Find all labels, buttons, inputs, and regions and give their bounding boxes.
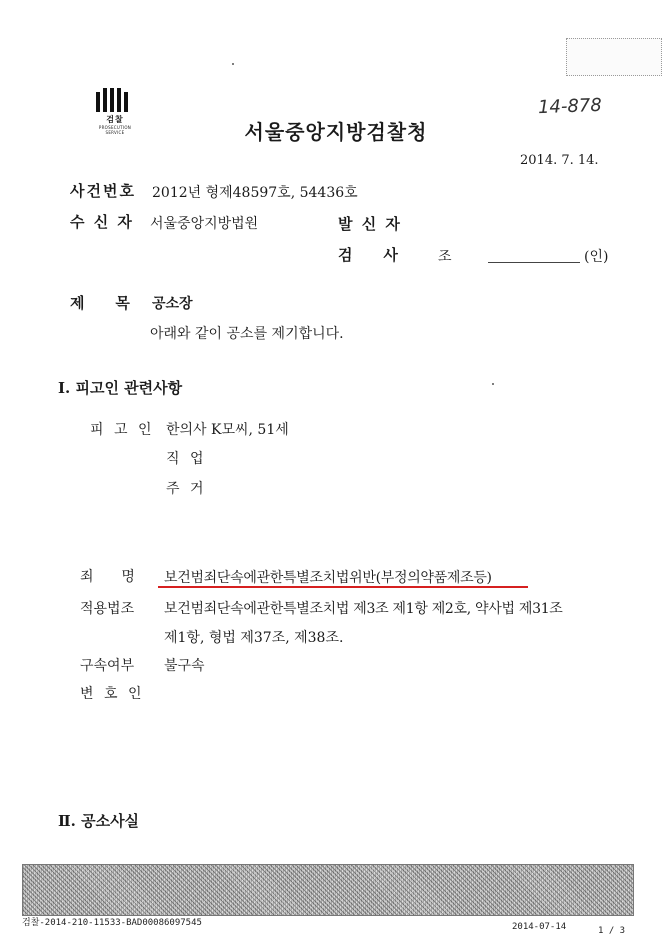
subject-label: 제 목 (70, 294, 132, 312)
detention-label: 구속여부 (80, 658, 135, 674)
subject-intro: 아래와 같이 공소를 제기합니다. (150, 326, 344, 342)
crime-label: 죄 명 (80, 569, 137, 585)
section-2-heading: Ⅱ. 공소사실 (58, 812, 140, 830)
logo-bars-icon (96, 88, 134, 112)
redacted-noise-band (22, 864, 634, 916)
handwritten-number: 14-878 (537, 94, 603, 119)
document-code: 검찰-2014-210-11533-BAD00086097545 (22, 918, 202, 928)
footer-date: 2014-07-14 (512, 922, 567, 932)
address-label: 주 거 (166, 481, 207, 497)
office-title: 서울중앙지방검찰청 (244, 120, 428, 144)
recipient-label: 수 신 자 (70, 213, 134, 231)
law-line-1: 보건범죄단속에관한특별조치법 제3조 제1항 제2호, 약사법 제31조 (164, 601, 563, 617)
document-date: 2014. 7. 14. (520, 153, 599, 168)
seal-mark: (인) (584, 249, 609, 265)
law-label: 적용법조 (80, 601, 135, 617)
logo-subtext: PROSECUTION SERVICE (98, 125, 132, 135)
red-underline (158, 586, 528, 588)
recipient-value: 서울중앙지방법원 (150, 216, 259, 232)
scan-speck (232, 63, 234, 65)
page-number: 1 / 3 (598, 926, 626, 936)
prosecutor-name: 조 (438, 249, 452, 265)
section-1-heading: Ⅰ. 피고인 관련사항 (58, 379, 183, 397)
logo-text: 검찰 (106, 115, 124, 124)
defendant-value: 한의사 K모씨, 51세 (166, 422, 289, 438)
law-line-2: 제1항, 형법 제37조, 제38조. (164, 630, 344, 646)
detention-value: 불구속 (164, 658, 205, 674)
defendant-label: 피 고 인 (90, 422, 155, 438)
prosecutor-label: 검 사 (338, 246, 400, 264)
crime-value: 보건범죄단속에관한특별조치법위반(부정의약품제조등) (164, 570, 492, 586)
sender-label: 발 신 자 (338, 215, 402, 233)
subject-value: 공소장 (152, 296, 193, 312)
job-label: 직 업 (166, 451, 207, 467)
lawyer-label: 변 호 인 (80, 686, 145, 702)
case-no-label: 사건번호 (70, 182, 136, 200)
case-no-value: 2012년 형제48597호, 54436호 (152, 185, 358, 201)
signature-line (488, 262, 580, 263)
scan-speck (492, 383, 494, 385)
stamp-box (566, 38, 662, 76)
